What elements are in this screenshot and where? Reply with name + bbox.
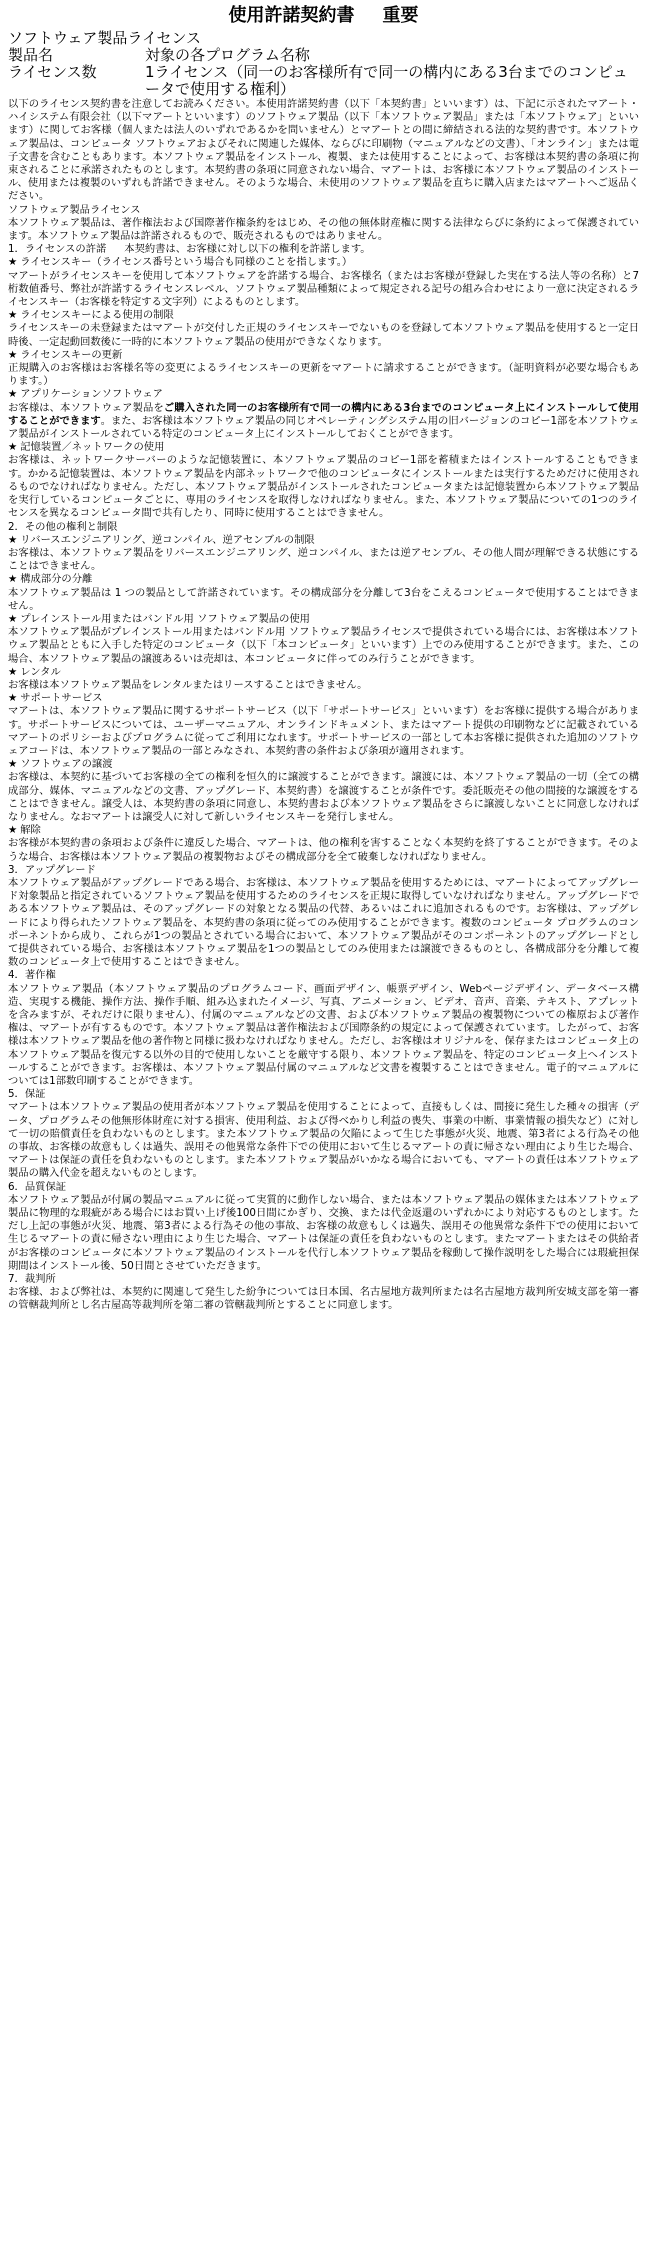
- paragraph: 本ソフトウェア製品は、著作権法および国際著作権条約をはじめ、その他の無体財産権に関する法律ならびに条約によって保護されています。本ソフトウェア製品は許諾されるもので、販売されるものではありません。: [8, 216, 639, 243]
- paragraph: 本ソフトウェア製品は 1 つの製品として許諾されています。その構成部分を分離して3台をこえるコンピュータで使用することはできません。: [8, 586, 639, 612]
- numbered-heading-text: 本契約書は、お客様に対し以下の権利を許諾します。: [124, 243, 371, 256]
- section-heading: 7．裁判所: [8, 1273, 56, 1286]
- title-text: 使用許諾契約書: [228, 5, 355, 26]
- meta-value: 1ライセンス（同一のお客様所有で同一の構内にある3台までのコンピュータで使用する権利）: [145, 63, 628, 98]
- paragraph: 以下のライセンス契約書を注意してお読みください。本使用許諾契約書（以下「本契約書」といいます）は、下記に示されたマアート・ハイシステム有限会社（以下マアートといいます）のソフトウェア製品（以下「本ソフトウェア製品」または「本ソフトウェア」といいます）に関してお客様（個人または法人のいずれであるかを問いません）とマアートとの間に締結される法的な契約書です。本ソフトウェア製品は、コンピュータ ソフトウェアおよびそれに関連した媒体、ならびに印刷物（マニュアルなどの文書）、「オンライン」または電子文書を含むこともあります。本ソフトウェア製品をインストール、複製、または使用することによって、お客様は本契約書の条項に拘束されることに承諾されたものとします。本契約書の条項に同意されない場合、マアートは、お客様に本ソフトウェア製品のインストール、使用または複製のいずれも許諾できません。そのような場合、未使用のソフトウェア製品を直ちに購入店またはマアートへご返品ください。: [8, 98, 639, 203]
- subsection-heading: ★ リバースエンジニアリング、逆コンパイル、逆アセンブルの制限: [8, 534, 639, 547]
- paragraph: 正規購入のお客様はお客様名等の変更によるライセンスキーの更新をマアートに請求することができます。（証明資料が必要な場合もあります。）: [8, 362, 639, 388]
- meta-row-license-count: [8, 64, 639, 98]
- paragraph: お客様は本ソフトウェア製品をレンタルまたはリースすることはできません。: [8, 678, 368, 691]
- paragraph: マアートは本ソフトウェア製品の使用者が本ソフトウェア製品を使用することによって、直接もしくは、間接に発生した種々の損害（データ、プログラムその他無形体財産に対する損害、使用利益、および得べかりし利益の喪失、事業の中断、事業情報の損失など）に対して一切の賠償責任を負わないものとします。また本ソフトウェア製品の欠陥によって生じた事態が火災、地震、第3者による行為その他の事故、お客様の故意もしくは過失、誤用その他異常な条件下での使用において生じるマアートの責に帰さない理由により生じた場合、マアートは保証の責任を負わないものとします。また本ソフトウェア製品がいかなる場合においても、マアートの責任は本ソフトウェア製品の購入代金を超えないものとします。: [8, 1101, 639, 1180]
- section-heading: ソフトウェア製品ライセンス: [8, 203, 141, 216]
- paragraph: 本ソフトウェア製品（本ソフトウェア製品のプログラムコード、画面デザイン、帳票デザイン、Webページデザイン、データベース構造、実現する機能、操作方法、操作手順、組み込まれたイメージ、写真、アニメーション、ビデオ、音声、音楽、テキスト、アプレットを含みますが、それだけに限りません）、付属のマニュアルなどの文書、および本ソフトウェア製品の複製物についての権原および著作権は、マアートが有するものです。本ソフトウェア製品は著作権法および国際条約の規定によって保護されています。したがって、お客様は本ソフトウェア製品を他の著作物と同様に扱わなければなりません。ただし、お客様はオリジナルを、保存またはコンピュータ上の本ソフトウェア製品を復元する以外の目的で使用しないことを厳守する限り、本ソフトウェア製品を、特定のコンピュータ上へインストールすることができます。お客様は、本ソフトウェア製品付属のマニュアルなど文書を複製することはできません。電子的マニュアルについては1部数印刷することができます。: [8, 982, 639, 1088]
- title-important-label: 重要: [382, 5, 419, 26]
- agreement-body: [8, 98, 639, 1313]
- meta-key: ライセンス数: [8, 63, 97, 81]
- section-heading: 3．アップグレード: [8, 863, 96, 876]
- subsection-heading: ★ アプリケーションソフトウェア: [8, 388, 639, 401]
- paragraph: 本ソフトウェア製品がプレインストール用またはバンドル用 ソフトウェア製品ライセンスで提供されている場合には、お客様は本ソフトウェア製品とともに入手した特定のコンピュータ（以下「本コンピュータ」といいます）上でのみ使用することができます。また、この場合、本ソフトウェア製品の譲渡あるいは売却は、本コンピュータに伴ってのみ行うことができます。: [8, 626, 639, 665]
- subsection-heading: ★ 解除: [8, 824, 639, 837]
- subsection-heading: ★ サポートサービス: [8, 692, 639, 705]
- subsection-heading: ★ プレインストール用またはバンドル用 ソフトウェア製品の使用: [8, 613, 639, 626]
- document-title: [8, 4, 639, 28]
- meta-row-product-name: [8, 47, 639, 64]
- paragraph: お客様は、本契約に基づいてお客様の全ての権利を恒久的に譲渡することができます。譲渡には、本ソフトウェア製品の一切（全ての構成部分、媒体、マニュアルなどの文書、アップグレード、本契約書）を譲渡することが条件です。委託販売その他の間接的な譲渡をすることはできません。譲受人は、本契約書の条項に同意し、本契約書および本ソフトウェア製品をさらに譲渡しないことに同意しなければなりません。なおマアートは譲受人に対して新しいライセンスキーを発行しません。: [8, 771, 640, 823]
- section-heading: 5．保証: [8, 1088, 46, 1101]
- subsection-heading: ★ ライセンスキー（ライセンス番号という場合も同様のことを指します。）: [8, 256, 639, 269]
- paragraph: お客様は、ネットワークサーバーのような記憶装置に、本ソフトウェア製品のコピー1部を蓄積またはインストールすることもできます。かかる記憶装置は、本ソフトウェア製品を内部ネットワークで他のコンピュータにインストールまたは実行するためだけに使用されるものでなければなりません。ただし、本ソフトウェア製品がインストールされたコンピュータまたは記憶装置から本ソフトウェア製品を実行しているコンピュータごとに、専用のライセンスを取得しなければなりません。また、本ソフトウェア製品についての1つのライセンスを異なるコンピュータ間で共有したり、同時に使用することはできません。: [8, 454, 639, 520]
- subsection-heading: ★ 記憶装置／ネットワークの使用: [8, 441, 639, 454]
- subsection-heading: ★ ライセンスキーによる使用の制限: [8, 309, 639, 322]
- numbered-heading: [8, 243, 639, 256]
- paragraph: マアートがライセンスキーを使用して本ソフトウェアを許諾する場合、お客様名（またはお客様が登録した実在する法人等の名称）と7桁数値番号、弊社が許諾するライセンスレベル、ソフトウェア製品種類によって規定される記号の組み合わせにより一意に決定されるライセンスキー（お客様を特定する文字列）によるものとします。: [8, 269, 639, 309]
- section-heading: 2．その他の権利と制限: [8, 520, 118, 533]
- paragraph: マアートは、本ソフトウェア製品に関するサポートサービス（以下「サポートサービス」といいます）をお客様に提供する場合があります。サポートサービスについては、ユーザーマニュアル、オンラインドキュメント、またはマアート提供の印刷物などに記載されているマアートのポリシーおよびプログラムに従ってご利用になれます。サポートサービスの一部として本お客様に提供された追加のソフトウェアコードは、本ソフトウェア製品の一部とみなされ、本契約書の条件および条項が適用されます。: [8, 705, 639, 757]
- meta-key: 製品名: [8, 46, 54, 64]
- paragraph: お客様が本契約書の条項および条件に違反した場合、マアートは、他の権利を害することなく本契約を終了することができます。そのような場合、お客様は本ソフトウェア製品の複製物およびその構成部分を全て破棄しなければなりません。: [8, 837, 639, 863]
- document-subtitle: ソフトウェア製品ライセンス: [8, 29, 202, 47]
- paragraph: お客様は、本ソフトウェア製品をリバースエンジニアリング、逆コンパイル、または逆アセンブル、その他人間が理解できる状態にすることはできません。: [8, 546, 639, 573]
- paragraph-text: 。また、お客様は本ソフトウェア製品の同じオペレーティングシステム用の旧バージョンのコピー1部を本ソフトウェア製品がインストールされている特定のコンピュータ上にインストールしておくことができます。: [8, 414, 640, 441]
- subsection-heading: ★ ソフトウェアの譲渡: [8, 758, 639, 771]
- paragraph: 本ソフトウェア製品がアップグレードである場合、お客様は、本ソフトウェア製品を使用するためには、マアートによってアップグレード対象製品と指定されているソフトウェア製品を使用するためのライセンスを正規に取得していなければなりません。アップグレードである本ソフトウェア製品は、そのアップグレードの対象となる製品の代替、あるいはこれに追加されるものです。お客様は、アップグレードにより得られたソフトウェア製品を、本契約書の条項に従ってのみ使用することができます。複数のコンピュータ プログラムのコンポーネントから成り、これらが1つの製品とされている場合において、本ソフトウェア製品がそのコンポーネントのアップグレードとして提供されている場合、お客様は本ソフトウェア製品を1つの製品としてのみ使用または譲渡できるものとし、各構成部分を分離して複数のコンピュータ上で使用することはできません。: [8, 876, 639, 969]
- paragraph: [8, 402, 639, 442]
- paragraph: 本ソフトウェア製品が付属の製品マニュアルに従って実質的に動作しない場合、または本ソフトウェア製品の媒体または本ソフトウェア製品に物理的な瑕疵がある場合にはお買い上げ後100日間にかぎり、交換、または代金返還のいずれかにより対応するものとします。ただし上記の事態が火災、地震、第3者による行為その他の事故、お客様の故意もしくは過失、誤用その他異常な条件下での使用において生じるマアートの責に帰さない理由により生じた場合、マアートは保証の責任を負わないものとします。またマアートまたはその供給者がお客様のコンピュータに本ソフトウェア製品のインストールを代行し本ソフトウェア製品を稼動して操作説明をした場合には瑕疵担保期間はインストール後、50日間とさせていただきます。: [8, 1193, 639, 1272]
- section-heading: 6．品質保証: [8, 1180, 67, 1193]
- subsection-heading: ★ ライセンスキーの更新: [8, 349, 639, 362]
- paragraph-text: お客様は、本ソフトウェア製品を: [8, 401, 164, 414]
- numbered-heading-label: 1．ライセンスの許諾: [8, 243, 107, 256]
- paragraph: ライセンスキーの未登録またはマアートが交付した正規のライセンスキーでないものを登録して本ソフトウェア製品を使用すると一定日時後、一定起動回数後に一時的に本ソフトウェア製品の使用ができなくなります。: [8, 322, 639, 348]
- subsection-heading: ★ 構成部分の分離: [8, 573, 639, 586]
- meta-value: 対象の各プログラム名称: [145, 46, 310, 64]
- subsection-heading: ★ レンタル: [8, 666, 639, 679]
- section-heading: 4．著作権: [8, 969, 56, 982]
- product-meta: [8, 30, 639, 98]
- paragraph: お客様、および弊社は、本契約に関連して発生した紛争については日本国、名古屋地方裁判所または名古屋地方裁判所安城支部を第一審の管轄裁判所とし名古屋高等裁判所を第二審の管轄裁判所とすることに同意します。: [8, 1286, 639, 1312]
- emphasized-text: ご購入された同一のお客様所有で同一の構内にある3台までのコンピュータ上にインストールして使用することができます: [8, 401, 639, 427]
